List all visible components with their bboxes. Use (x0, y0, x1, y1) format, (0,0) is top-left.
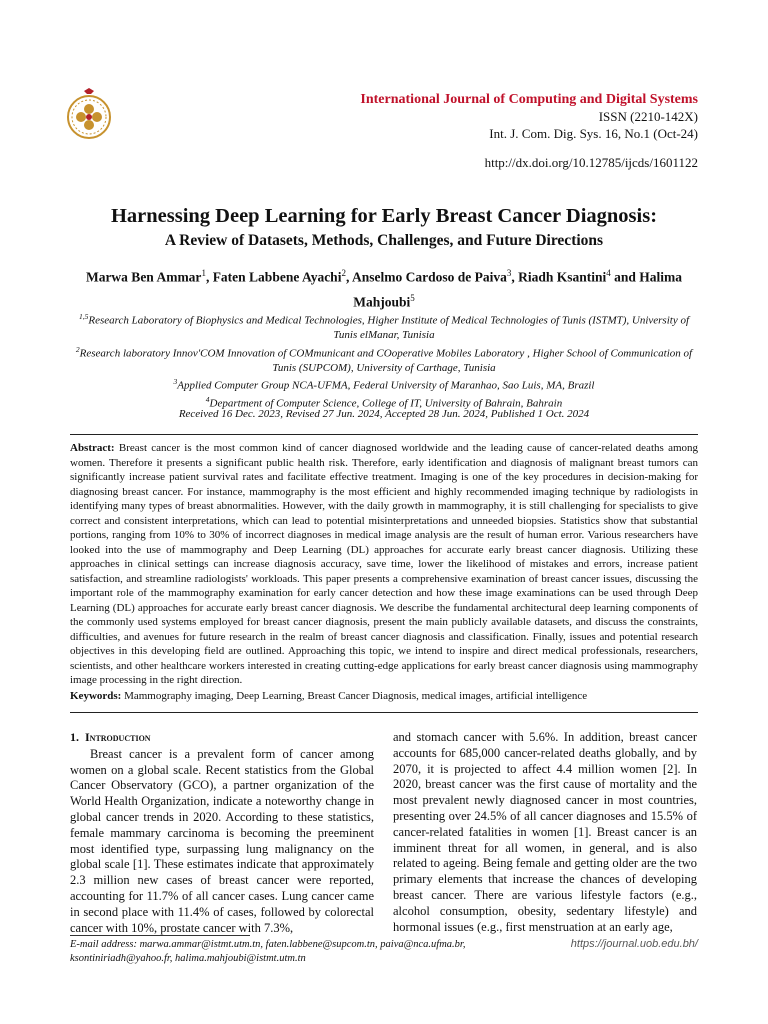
author-name: Faten Labbene Ayachi (212, 269, 342, 285)
affiliation-text: Research laboratory Innov'COM Innovation of COMmunicant and COoperative Mobiles Laboratory , Higher School of Communication of Tunis (SUPCOM), University of Carthage, Tunisia (79, 347, 693, 374)
author-sep: , (511, 269, 519, 285)
section-number: 1. (70, 730, 79, 744)
author-sep: , (205, 269, 213, 285)
intro-right-column (393, 730, 697, 935)
abstract-text: Breast cancer is the most common kind of cancer diagnosed worldwide and the leading cause of cancer-related deaths among women. Therefore it presents a significant public health risk. Therefore, early identification and diagnosis of malignant breast tumors can significantly increase patient survival rates and facilitate effective treatment. Imaging is one of the key procedures in decision-making for diagnosing breast cancer. For instance, mammography is the most efficient and highly recommended imaging technique by radiologists in identifying many types of breast abnormalities. However, with the daily growth in mammography, it is still challenging for specialists to give correct and consistent interpretations, which can lead to potential misinterpretations and unneeded biopsies. Statistics show that substantial portions, ranging from 10% to 30% of incorrect diagnoses in medical image analysis are the result of human error. Various researchers have looked into the use of mammography and Deep Learning (DL) approaches for accurate early breast cancer diagnosis. Utilizing these approaches in clinical settings can increase diagnosis accuracy, save time, lower the likelihood of mistakes and errors, increase patient satisfaction, and streamline radiologists' workloads. This paper presents a comprehensive examination of breast cancer issues, discussing the important role of the mammography examination for early cancer detection and how these image examinations can be used through Deep Learning (DL) approaches for accurate early breast cancer diagnosis. We describe the fundamental architectural deep learning components of the commonly used systems employed for breast cancer diagnosis, present the main publicly available datasets, and discuss the constraints, difficulties, and avenues for future research in the realm of breast cancer diagnosis and classification. Finally, issues and potential research objectives in this developing field are outlined. Approaching this topic, we intend to inspire and direct medical professionals, researchers, scientists, and other healthcare workers interested in creating cutting-edge applications for early breast cancer diagnosis using mammography image processing in the right direction. (70, 442, 699, 686)
affiliation-text: Applied Computer Group NCA-UFMA, Federal University of Maranhao, Sao Luis, MA, Brazil (177, 379, 595, 392)
journal-issn: ISSN (2210-142X) (598, 109, 698, 124)
author-sup: 3 (506, 268, 512, 278)
affiliation-text: Department of Computer Science, College of IT, University of Bahrain, Bahrain (209, 398, 563, 411)
journal-url-link[interactable]: https://journal.uob.edu.bh/ (570, 938, 698, 950)
journal-logo-icon (66, 88, 112, 140)
email-line: E-mail address: marwa.ammar@istmt.utm.tn, faten.labbene@supcom.tn, paiva@nca.ufma.br, (70, 939, 466, 950)
author-sup: 5 (410, 292, 415, 303)
author-sup: 2 (341, 268, 346, 278)
affiliation-list (70, 310, 698, 412)
affiliation-item (70, 343, 698, 376)
author-name: Riadh Ksantini (518, 269, 607, 285)
intro-left-column (70, 730, 374, 936)
keywords-label: Keywords: (70, 690, 122, 702)
affiliation-sup: 3 (173, 377, 178, 387)
author-name: Anselmo Cardoso de Paiva (351, 269, 507, 285)
section-heading (70, 730, 374, 746)
email-line: ksontiniriadh@yahoo.fr, halima.mahjoubi@istmt.utm.tn (70, 953, 306, 964)
abstract-bottom-divider (70, 712, 698, 713)
keywords-block (70, 690, 698, 702)
publication-dates: Received 16 Dec. 2023, Revised 27 Jun. 2024, Accepted 28 Jun. 2024, Published 1 Oct. 2024 (178, 408, 590, 420)
affiliation-item (70, 375, 698, 393)
author-sup: 1 (201, 268, 206, 278)
doi-link[interactable]: http://dx.doi.org/10.12785/ijcds/1601122 (484, 155, 698, 170)
author-sup: 4 (606, 268, 611, 278)
author-sep: , (345, 269, 352, 285)
footnote-divider (70, 935, 250, 936)
author-sep: and (610, 269, 640, 285)
abstract-top-divider (70, 434, 698, 435)
author-name: Halima Mahjoubi (353, 269, 683, 309)
author-emails (70, 938, 530, 966)
affiliation-text: Research Laboratory of Biophysics and Medical Technologies, Higher Institute of Medical Technologies of Tunis (ISTMT), University of Tunis elManar, Tunisia (88, 314, 690, 342)
affiliation-sup: 2 (75, 344, 80, 354)
affiliation-sup: 4 (205, 395, 210, 405)
journal-header (360, 91, 698, 142)
abstract-block (70, 441, 698, 688)
section-title: Introduction (85, 730, 151, 744)
author-list (80, 263, 688, 312)
paper-subtitle: A Review of Datasets, Methods, Challenges, and Future Directions (164, 232, 604, 249)
intro-paragraph-right: and stomach cancer with 5.6%. In addition, breast cancer accounts for 685,000 cancer-related deaths globally, and by 2070, it is projected to affect 4.4 million women [2]. In 2020, breast cancer was the first cause of mortality and the most prevalent newly diagnosed cancer in most countries, presenting over 24.5% of all cancer diagnoses and 15.5% of cancer-related fatalities in women [1]. Breast cancer is an imminent threat for all women, in general, and is also related to ageing. Being female and getting older are the two primary elements that increase the chances of developing breast cancer. There are various lifestyle factors (e.g., alcohol consumption, obesity, sedentary lifestyle) and hormonal issues (e.g., first menstruation at an early age, (393, 730, 697, 934)
journal-issue: Int. J. Com. Dig. Sys. 16, No.1 (Oct-24) (489, 126, 698, 141)
affiliation-item (70, 310, 698, 343)
paper-title: Harnessing Deep Learning for Early Breast Cancer Diagnosis: (110, 205, 658, 227)
journal-name: International Journal of Computing and Digital Systems (360, 92, 698, 107)
author-name: Marwa Ben Ammar (85, 269, 202, 285)
keywords-text: Mammography imaging, Deep Learning, Breast Cancer Diagnosis, medical images, artificial intelligence (124, 690, 588, 702)
abstract-label: Abstract: (70, 442, 115, 454)
affiliation-sup: 1,5 (78, 312, 89, 321)
intro-paragraph-left: Breast cancer is a prevalent form of cancer among women on a global scale. Recent statistics from the Global Cancer Observatory (GCO), a partner organization of the World Health Organization, indicate a noteworthy change in global cancer trends in 2020. According to these statistics, female mammary carcinoma is becoming the preeminent most identified type, surpassing lung malignancy on the global scale [1]. These estimates indicate that approximately 2.3 million new cases of breast cancer were reported, accounting for 11.7% of all cancer cases. Lung cancer came in second place with 11.4% of cases, followed by colorectal cancer with 10%, prostate cancer with 7.3%, (70, 746, 374, 935)
